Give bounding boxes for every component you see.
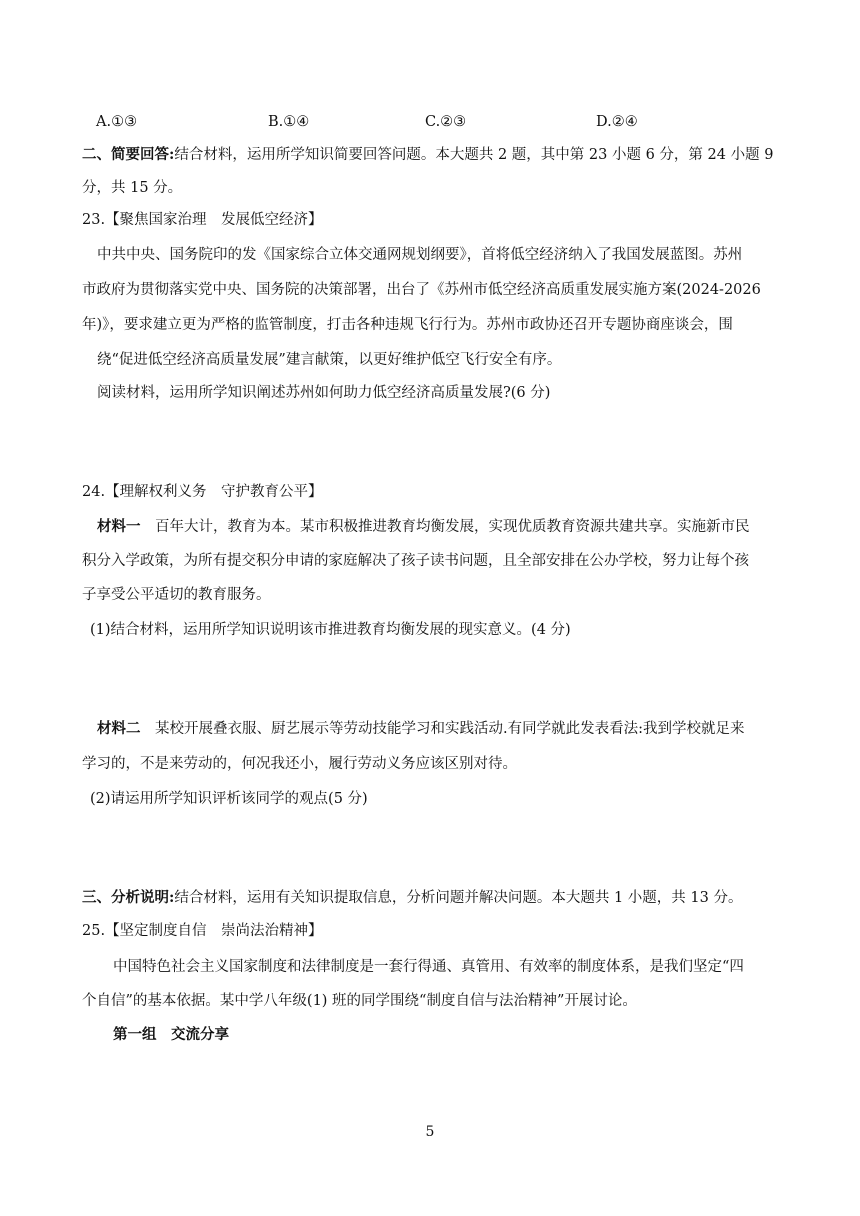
q24-material1-line1: [97, 517, 750, 537]
q25-group1-heading: 第一组 交流分享: [113, 1026, 229, 1043]
material1-text-line1: 百年大计，教育为本。某市积极推进教育均衡发展，实现优质教育资源共建共享。实施新市民: [140, 519, 750, 535]
q25-para-line2: 个自信”的基本依据。某中学八年级(1) 班的同学围绕“制度自信与法治精神”开展讨论。: [82, 993, 637, 1009]
q23-para-line3: 年)》，要求建立更为严格的监管制度，打击各种违规飞行行为。苏州市政协还召开专题协商座谈会，围: [82, 317, 733, 333]
q23-para-line2: 市政府为贯彻落实党中央、国务院的决策部署，出台了《苏州市低空经济高质重发展实施方案(2024-2026: [82, 282, 761, 298]
option-b: B.①④: [268, 114, 310, 130]
option-a: A.①③: [96, 114, 138, 130]
q24-subquestion2: (2)请运用所学知识评析该同学的观点(5 分): [90, 791, 368, 807]
q25-para-line1: 中国特色社会主义国家制度和法律制度是一套行得通、真管用、有效率的制度体系，是我们坚定“四: [113, 959, 744, 975]
material2-text-line1: 某校开展叠衣服、厨艺展示等劳动技能学习和实践活动.有同学就此发表看法:我到学校就足来: [140, 721, 745, 737]
option-d: D.②④: [596, 114, 638, 130]
section2-intro-line1: 结合材料，运用所学知识简要回答问题。本大题共 2 题，其中第 23 小题 6 分，第 24 小题 9: [174, 147, 774, 163]
q23-para-line4: 绕“促进低空经济高质量发展”建言献策，以更好维护低空飞行安全有序。: [97, 352, 562, 368]
section3-intro: [82, 888, 742, 908]
q24-material1-line3: 子享受公平适切的教育服务。: [82, 587, 271, 603]
section2-intro: [82, 145, 773, 165]
page-number: 5: [425, 1124, 435, 1140]
q23-prompt: 阅读材料，运用所学知识阐述苏州如何助力低空经济高质量发展?(6 分): [97, 385, 551, 401]
q24-material2-line2: 学习的，不是来劳动的，何况我还小，履行劳动义务应该区别对待。: [82, 756, 517, 772]
option-c: C.②③: [425, 114, 467, 130]
material1-label: 材料一: [97, 518, 141, 535]
section2-intro-line2: 分，共 15 分。: [82, 180, 183, 196]
material2-label: 材料二: [97, 720, 141, 737]
q24-material2-line1: [97, 719, 745, 739]
section2-heading: 二、简要回答:: [82, 146, 175, 163]
q25-title: 25.【坚定制度自信 崇尚法治精神】: [82, 923, 323, 939]
q24-material1-line2: 积分入学政策，为所有提交积分申请的家庭解决了孩子读书问题，且全部安排在公办学校，努力让每个孩: [82, 553, 749, 569]
q23-para-line1: 中共中央、国务院印的发《国家综合立体交通网规划纲要》，首将低空经济纳入了我国发展蓝图。苏州: [97, 247, 743, 263]
q24-subquestion1: (1)结合材料，运用所学知识说明该市推进教育均衡发展的现实意义。(4 分): [90, 622, 571, 638]
q23-title: 23.【聚焦国家治理 发展低空经济】: [82, 212, 323, 228]
section3-heading: 三、分析说明:: [82, 889, 175, 906]
q24-title: 24.【理解权利义务 守护教育公平】: [82, 484, 323, 500]
section3-intro-text: 结合材料，运用有关知识提取信息，分析问题并解决问题。本大题共 1 小题，共 13 分。: [174, 890, 743, 906]
